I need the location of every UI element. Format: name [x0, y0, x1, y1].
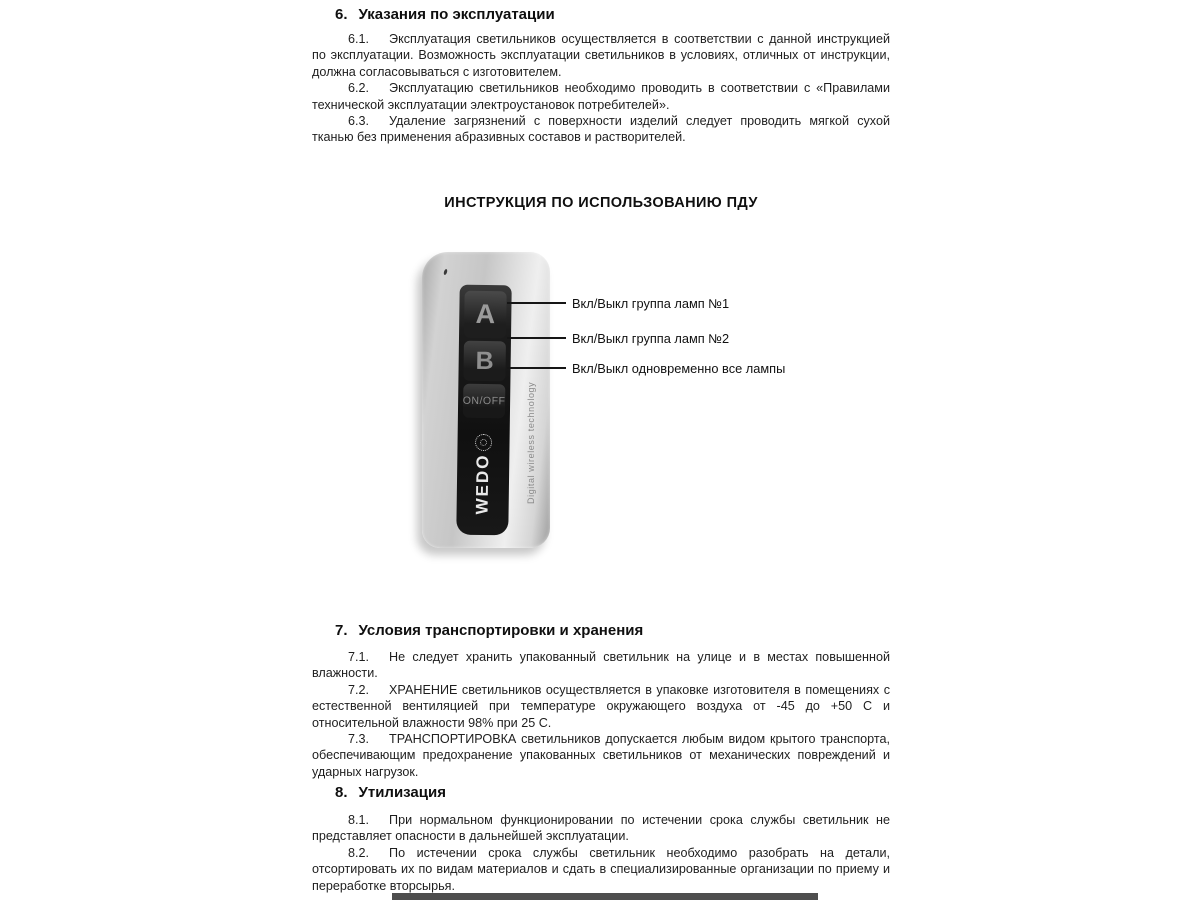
clipped-next-page-bar: [392, 893, 818, 900]
section-6-number: 6.: [335, 6, 348, 23]
section-6-heading: [312, 6, 555, 23]
paragraph-7-3-text: ТРАНСПОРТИРОВКА светильников допускается любым видом крытого транспорта, обеспечивающим предохранение упакованных светильников от механических повреждений и ударных нагрузок.: [312, 732, 890, 779]
paragraph-6-1: [312, 31, 890, 80]
remote-button-strip: [456, 285, 511, 536]
paragraph-6-1-number: 6.1.: [348, 32, 370, 46]
callout-line-all-lamps: [507, 367, 566, 369]
paragraph-8-2-text: По истечении срока службы светильник необходимо разобрать на детали, отсортировать их по видам материалов и сдать в специализированные организации по приему и переработке вторсырья.: [312, 845, 890, 893]
paragraph-8-1: [312, 812, 890, 845]
section-7-body: [312, 649, 890, 780]
paragraph-7-2-number: 7.2.: [348, 682, 370, 697]
paragraph-6-3: [312, 113, 890, 146]
callout-label-all-lamps: Вкл/Выкл одновременно все лампы: [572, 361, 786, 376]
paragraph-7-3: [312, 731, 890, 780]
section-7-number: 7.: [335, 622, 348, 639]
paragraph-7-1: [312, 649, 890, 682]
remote-button-a: A: [464, 291, 507, 339]
paragraph-6-2-text: Эксплуатацию светильников необходимо проводить в соответствии с «Правилами технической эксплуатации электроустановок потребителей».: [312, 81, 890, 112]
wedo-logo-swirl-icon: [475, 434, 492, 451]
section-7-heading: [312, 622, 643, 639]
paragraph-7-3-number: 7.3.: [348, 732, 370, 747]
section-7-title: Условия транспортировки и хранения: [358, 622, 644, 639]
remote-button-b: B: [463, 341, 506, 382]
paragraph-7-1-text: Не следует хранить упакованный светильник на улице и в местах повышенной влажности.: [312, 650, 890, 681]
remote-side-text: Digital wireless technology: [526, 381, 536, 504]
paragraph-8-1-number: 8.1.: [348, 813, 370, 827]
paragraph-8-2-number: 8.2.: [348, 845, 370, 860]
paragraph-8-1-text: При нормальном функционировании по истечении срока службы светильник не представляет опасности в дальнейшей эксплуатации.: [312, 813, 890, 844]
paragraph-7-2: [312, 682, 890, 731]
section-6-title: Указания по эксплуатации: [358, 6, 555, 23]
paragraph-8-2: [312, 845, 890, 894]
callout-line-group1: [507, 302, 566, 304]
section-8-body: [312, 812, 890, 894]
remote-button-onoff: ON/OFF: [463, 384, 505, 419]
paragraph-6-2: [312, 80, 890, 113]
wedo-brand-logo: WEDO: [472, 452, 493, 515]
pdu-instruction-heading: ИНСТРУКЦИЯ ПО ИСПОЛЬЗОВАНИЮ ПДУ: [444, 195, 758, 211]
section-8-heading: [312, 784, 446, 801]
remote-logo-zone: [456, 418, 510, 536]
callout-label-group2: Вкл/Выкл группа ламп №2: [572, 331, 730, 346]
section-6-body: [312, 31, 890, 146]
section-8-title: Утилизация: [358, 784, 446, 801]
paragraph-7-1-number: 7.1.: [348, 650, 370, 664]
paragraph-6-3-number: 6.3.: [348, 114, 370, 129]
paragraph-6-1-text: Эксплуатация светильников осуществляется в соответствии с данной инструкцией по эксплуатации. Возможность эксплуатации светильников в условиях, отличных от инструкции, должна согласовываться с изготовителем.: [312, 32, 890, 79]
paragraph-6-3-text: Удаление загрязнений с поверхности изделий следует проводить мягкой сухой тканью без применения абразивных составов и растворителей.: [312, 114, 890, 145]
callout-label-group1: Вкл/Выкл группа ламп №1: [572, 296, 730, 311]
section-8-number: 8.: [335, 784, 348, 801]
paragraph-7-2-text: ХРАНЕНИЕ светильников осуществляется в упаковке изготовителя в помещениях с естественной вентиляцией при температуре окружающего воздуха от -45 до +50 С и относительной влажности 98% при 25 С.: [312, 682, 890, 730]
remote-control-photo: [422, 252, 550, 548]
paragraph-6-2-number: 6.2.: [348, 81, 370, 96]
callout-line-group2: [507, 337, 566, 339]
